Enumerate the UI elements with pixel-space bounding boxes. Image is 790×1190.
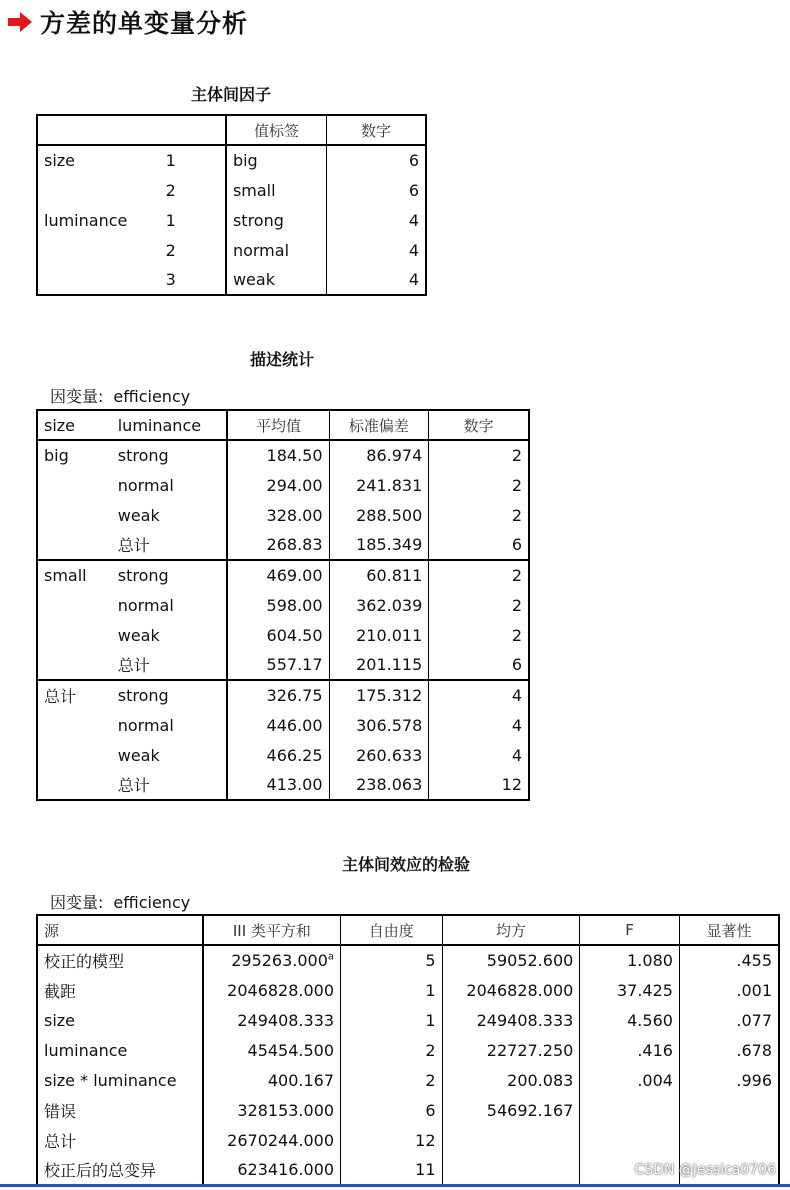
table3-header-source: 源 bbox=[37, 915, 203, 945]
source-cell-text: size * luminance bbox=[44, 1070, 177, 1090]
ms-cell bbox=[442, 1065, 580, 1095]
f-cell bbox=[580, 1005, 680, 1035]
mean-cell: 184.50 bbox=[266, 446, 323, 465]
n-cell: 12 bbox=[429, 770, 529, 800]
ms-cell-text: 2046828.000 bbox=[466, 980, 574, 1000]
sig-cell-text: .996 bbox=[736, 1070, 772, 1090]
df-cell bbox=[341, 1035, 442, 1065]
table2-row bbox=[37, 650, 529, 680]
ms-cell bbox=[442, 1155, 580, 1185]
table2-row bbox=[37, 560, 529, 590]
source-cell bbox=[37, 945, 203, 975]
ss-cell bbox=[203, 975, 341, 1005]
table1-caption: 主体间因子 bbox=[190, 85, 271, 104]
table3-row bbox=[37, 1095, 779, 1125]
ss-cell bbox=[203, 1095, 341, 1125]
sd-cell: 60.811 bbox=[329, 560, 429, 590]
factor-count: 6 bbox=[326, 175, 426, 205]
luminance-cell: strong bbox=[112, 680, 228, 710]
luminance-cell: 总计 bbox=[112, 530, 228, 560]
ss-cell bbox=[203, 1035, 341, 1065]
table2-row bbox=[37, 500, 529, 530]
ss-cell-text: 2670244.000 bbox=[227, 1130, 335, 1150]
sd-cell: 288.500 bbox=[329, 500, 429, 530]
luminance-cell: strong bbox=[112, 560, 228, 590]
df-cell bbox=[341, 945, 442, 975]
ms-cell-text: 59052.600 bbox=[486, 951, 574, 970]
ms-cell bbox=[442, 945, 580, 975]
ss-cell bbox=[203, 1005, 341, 1035]
df-cell-text: 2 bbox=[425, 1040, 436, 1060]
factor-name: size bbox=[44, 151, 76, 170]
table2-row bbox=[37, 680, 529, 710]
n-cell: 6 bbox=[429, 530, 529, 560]
ss-cell-text: 2046828.000 bbox=[227, 980, 335, 1000]
mean-cell: 446.00 bbox=[266, 715, 323, 735]
table2-header-n: 数字 bbox=[429, 410, 529, 440]
factor-level: 3 bbox=[160, 265, 226, 295]
value-label: small bbox=[232, 180, 276, 200]
mean-cell: 328.00 bbox=[266, 505, 323, 525]
f-cell bbox=[580, 1065, 680, 1095]
ms-cell bbox=[442, 975, 580, 1005]
df-cell-text: 12 bbox=[415, 1130, 436, 1150]
luminance-cell: 总计 bbox=[112, 770, 228, 800]
sd-cell: 86.974 bbox=[329, 440, 429, 470]
sig-cell bbox=[679, 1095, 779, 1125]
n-cell: 2 bbox=[429, 440, 529, 470]
sig-cell bbox=[679, 1065, 779, 1095]
table3-header-ms: 均方 bbox=[442, 915, 580, 945]
sig-cell-text: .455 bbox=[736, 951, 772, 970]
factor-name bbox=[37, 235, 160, 265]
size-cell bbox=[37, 620, 112, 650]
mean-cell: 604.50 bbox=[266, 625, 323, 645]
df-cell-text: 11 bbox=[415, 1160, 436, 1179]
size-cell: small bbox=[44, 566, 87, 585]
table3-dependent-variable bbox=[50, 890, 190, 913]
ss-cell-text: 400.167 bbox=[267, 1070, 335, 1090]
table3-row bbox=[37, 975, 779, 1005]
table3-header-df: 自由度 bbox=[341, 915, 442, 945]
sig-cell bbox=[679, 1125, 779, 1155]
ss-cell-text: 295263.000 bbox=[231, 951, 328, 970]
table1-row bbox=[37, 175, 426, 205]
value-label: normal bbox=[232, 240, 290, 260]
table3-row bbox=[37, 1125, 779, 1155]
ss-cell-text: 249408.333 bbox=[237, 1010, 335, 1030]
table2-dep-value: efficiency bbox=[113, 387, 191, 406]
factor-level: 2 bbox=[160, 235, 226, 265]
luminance-cell: normal bbox=[112, 470, 228, 500]
sig-cell-text: .678 bbox=[736, 1040, 772, 1060]
df-cell-text: 6 bbox=[425, 1100, 436, 1120]
source-cell-text: 错误 bbox=[44, 1101, 77, 1121]
factor-count: 6 bbox=[326, 145, 426, 175]
df-cell-text: 5 bbox=[425, 951, 436, 970]
table3-dep-value: efficiency bbox=[113, 893, 191, 912]
table2-caption: 描述统计 bbox=[249, 350, 314, 369]
table3-row bbox=[37, 945, 779, 975]
sig-cell bbox=[679, 975, 779, 1005]
between-subjects-factors-table bbox=[36, 114, 427, 296]
table2-header-luminance: luminance bbox=[112, 410, 228, 440]
f-cell bbox=[580, 1125, 680, 1155]
ss-cell bbox=[203, 945, 341, 975]
source-cell bbox=[37, 1125, 203, 1155]
df-cell bbox=[341, 1005, 442, 1035]
df-cell-text: 2 bbox=[425, 1070, 436, 1090]
f-cell-text: 1.080 bbox=[627, 951, 673, 970]
factor-count: 4 bbox=[326, 265, 426, 295]
luminance-cell: strong bbox=[112, 440, 228, 470]
mean-cell: 413.00 bbox=[227, 770, 329, 800]
table2-header-mean: 平均值 bbox=[227, 410, 329, 440]
mean-cell: 557.17 bbox=[227, 650, 329, 680]
size-cell: 总计 bbox=[44, 687, 77, 706]
ss-cell bbox=[203, 1065, 341, 1095]
tests-of-between-subjects-effects-table bbox=[36, 914, 780, 1186]
table3-dep-label: 因变量: bbox=[50, 893, 104, 912]
n-cell: 2 bbox=[429, 590, 529, 620]
sd-cell: 175.312 bbox=[329, 680, 429, 710]
source-cell-text: 总计 bbox=[44, 1131, 77, 1151]
size-cell bbox=[37, 770, 112, 800]
factor-name bbox=[37, 265, 160, 295]
sd-cell: 201.115 bbox=[329, 650, 429, 680]
sd-cell: 241.831 bbox=[329, 470, 429, 500]
descriptive-statistics-table bbox=[36, 409, 530, 801]
table2-row bbox=[37, 470, 529, 500]
df-cell bbox=[341, 1095, 442, 1125]
n-cell: 6 bbox=[429, 650, 529, 680]
table1-row bbox=[37, 235, 426, 265]
table3-row bbox=[37, 1035, 779, 1065]
f-cell-text: .004 bbox=[637, 1070, 673, 1090]
mean-cell: 466.25 bbox=[266, 745, 323, 765]
sd-cell: 362.039 bbox=[329, 590, 429, 620]
luminance-cell: weak bbox=[112, 620, 228, 650]
table2-header-size: size bbox=[37, 410, 112, 440]
df-cell-text: 1 bbox=[425, 980, 436, 1000]
value-label: big bbox=[232, 151, 258, 170]
ms-cell bbox=[442, 1125, 580, 1155]
factor-level: 2 bbox=[160, 175, 226, 205]
page-heading bbox=[8, 4, 248, 40]
table1-row bbox=[37, 145, 426, 175]
ms-cell bbox=[442, 1095, 580, 1125]
sd-cell: 260.633 bbox=[329, 740, 429, 770]
factor-count: 4 bbox=[326, 205, 426, 235]
sd-cell: 306.578 bbox=[329, 710, 429, 740]
df-cell bbox=[341, 1155, 442, 1185]
df-cell bbox=[341, 1125, 442, 1155]
sd-cell: 238.063 bbox=[329, 770, 429, 800]
f-cell-text: 37.425 bbox=[616, 980, 673, 1000]
df-cell bbox=[341, 975, 442, 1005]
table1-row bbox=[37, 265, 426, 295]
factor-level: 1 bbox=[160, 205, 226, 235]
mean-cell: 326.75 bbox=[266, 686, 323, 705]
table3-header-ss: III 类平方和 bbox=[203, 915, 341, 945]
table1-row bbox=[37, 205, 426, 235]
f-cell-text: .416 bbox=[637, 1040, 673, 1060]
n-cell: 4 bbox=[429, 740, 529, 770]
mean-cell: 268.83 bbox=[227, 530, 329, 560]
mean-cell: 598.00 bbox=[266, 595, 323, 615]
luminance-cell: 总计 bbox=[112, 650, 228, 680]
table2-row bbox=[37, 770, 529, 800]
table2-dep-label: 因变量: bbox=[50, 387, 104, 406]
sd-cell: 210.011 bbox=[329, 620, 429, 650]
ms-cell-text: 249408.333 bbox=[476, 1010, 574, 1030]
sig-cell bbox=[679, 945, 779, 975]
sig-cell-text: .001 bbox=[736, 980, 772, 1000]
value-label: strong bbox=[232, 210, 284, 230]
table3-header-row bbox=[37, 915, 779, 945]
source-cell-text: size bbox=[44, 1010, 76, 1030]
source-cell bbox=[37, 1095, 203, 1125]
table2-row bbox=[37, 530, 529, 560]
ss-cell-text: 623416.000 bbox=[237, 1160, 335, 1179]
n-cell: 2 bbox=[429, 500, 529, 530]
source-cell-text: luminance bbox=[44, 1040, 128, 1060]
sd-cell: 185.349 bbox=[329, 530, 429, 560]
source-cell bbox=[37, 1155, 203, 1185]
sig-cell bbox=[679, 1035, 779, 1065]
table3-caption: 主体间效应的检验 bbox=[341, 855, 470, 874]
source-cell-text: 校正的模型 bbox=[44, 952, 125, 971]
mean-cell: 469.00 bbox=[266, 566, 323, 585]
factor-name: luminance bbox=[44, 210, 128, 230]
n-cell: 2 bbox=[429, 470, 529, 500]
factor-name bbox=[37, 175, 160, 205]
table2-row bbox=[37, 440, 529, 470]
source-cell bbox=[37, 1035, 203, 1065]
sig-cell-text: .077 bbox=[736, 1010, 772, 1030]
source-cell bbox=[37, 1065, 203, 1095]
table3-row bbox=[37, 1005, 779, 1035]
luminance-cell: normal bbox=[112, 710, 228, 740]
ss-cell-text: 45454.500 bbox=[247, 1040, 335, 1060]
size-cell bbox=[37, 590, 112, 620]
factor-count: 4 bbox=[326, 235, 426, 265]
ss-cell bbox=[203, 1155, 341, 1185]
n-cell: 4 bbox=[429, 680, 529, 710]
mean-cell: 294.00 bbox=[266, 475, 323, 495]
f-cell bbox=[580, 975, 680, 1005]
watermark: CSDN @Jessica0706 bbox=[634, 1162, 776, 1178]
table2-row bbox=[37, 590, 529, 620]
table2-header-sd: 标准偏差 bbox=[329, 410, 429, 440]
footnote-mark: a bbox=[327, 951, 335, 963]
source-cell-text: 校正后的总变异 bbox=[44, 1161, 157, 1180]
f-cell bbox=[580, 1035, 680, 1065]
n-cell: 2 bbox=[429, 620, 529, 650]
source-cell bbox=[37, 975, 203, 1005]
page-title: 方差的单变量分析 bbox=[40, 9, 249, 38]
size-cell bbox=[37, 470, 112, 500]
table1-header-n: 数字 bbox=[326, 115, 426, 145]
f-cell bbox=[580, 945, 680, 975]
table3-row bbox=[37, 1065, 779, 1095]
size-cell bbox=[37, 530, 112, 560]
table2-row bbox=[37, 710, 529, 740]
df-cell-text: 1 bbox=[425, 1010, 436, 1030]
df-cell bbox=[341, 1065, 442, 1095]
table2-row bbox=[37, 620, 529, 650]
ms-cell-text: 22727.250 bbox=[486, 1040, 574, 1060]
table1-header-row bbox=[37, 115, 426, 145]
f-cell bbox=[580, 1095, 680, 1125]
factor-level: 1 bbox=[160, 145, 226, 175]
luminance-cell: normal bbox=[112, 590, 228, 620]
size-cell bbox=[37, 710, 112, 740]
ms-cell-text: 200.083 bbox=[507, 1070, 574, 1090]
luminance-cell: weak bbox=[112, 500, 228, 530]
source-cell-text: 截距 bbox=[44, 981, 77, 1001]
table3-header-f: F bbox=[580, 915, 680, 945]
value-label: weak bbox=[232, 270, 275, 289]
table1-header-label: 值标签 bbox=[226, 115, 327, 145]
size-cell bbox=[37, 500, 112, 530]
table3-header-sig: 显著性 bbox=[679, 915, 779, 945]
sig-cell bbox=[679, 1005, 779, 1035]
ms-cell-text: 54692.167 bbox=[486, 1100, 574, 1120]
f-cell-text: 4.560 bbox=[627, 1010, 673, 1030]
source-cell bbox=[37, 1005, 203, 1035]
n-cell: 4 bbox=[429, 710, 529, 740]
ss-cell bbox=[203, 1125, 341, 1155]
red-arrow-icon bbox=[8, 12, 32, 32]
table2-row bbox=[37, 740, 529, 770]
ms-cell bbox=[442, 1035, 580, 1065]
bottom-rule bbox=[0, 1184, 790, 1187]
ms-cell bbox=[442, 1005, 580, 1035]
n-cell: 2 bbox=[429, 560, 529, 590]
table2-dependent-variable bbox=[50, 384, 190, 407]
size-cell: big bbox=[44, 446, 69, 465]
table2-header-row bbox=[37, 410, 529, 440]
luminance-cell: weak bbox=[112, 740, 228, 770]
size-cell bbox=[37, 740, 112, 770]
ss-cell-text: 328153.000 bbox=[237, 1100, 335, 1120]
size-cell bbox=[37, 650, 112, 680]
